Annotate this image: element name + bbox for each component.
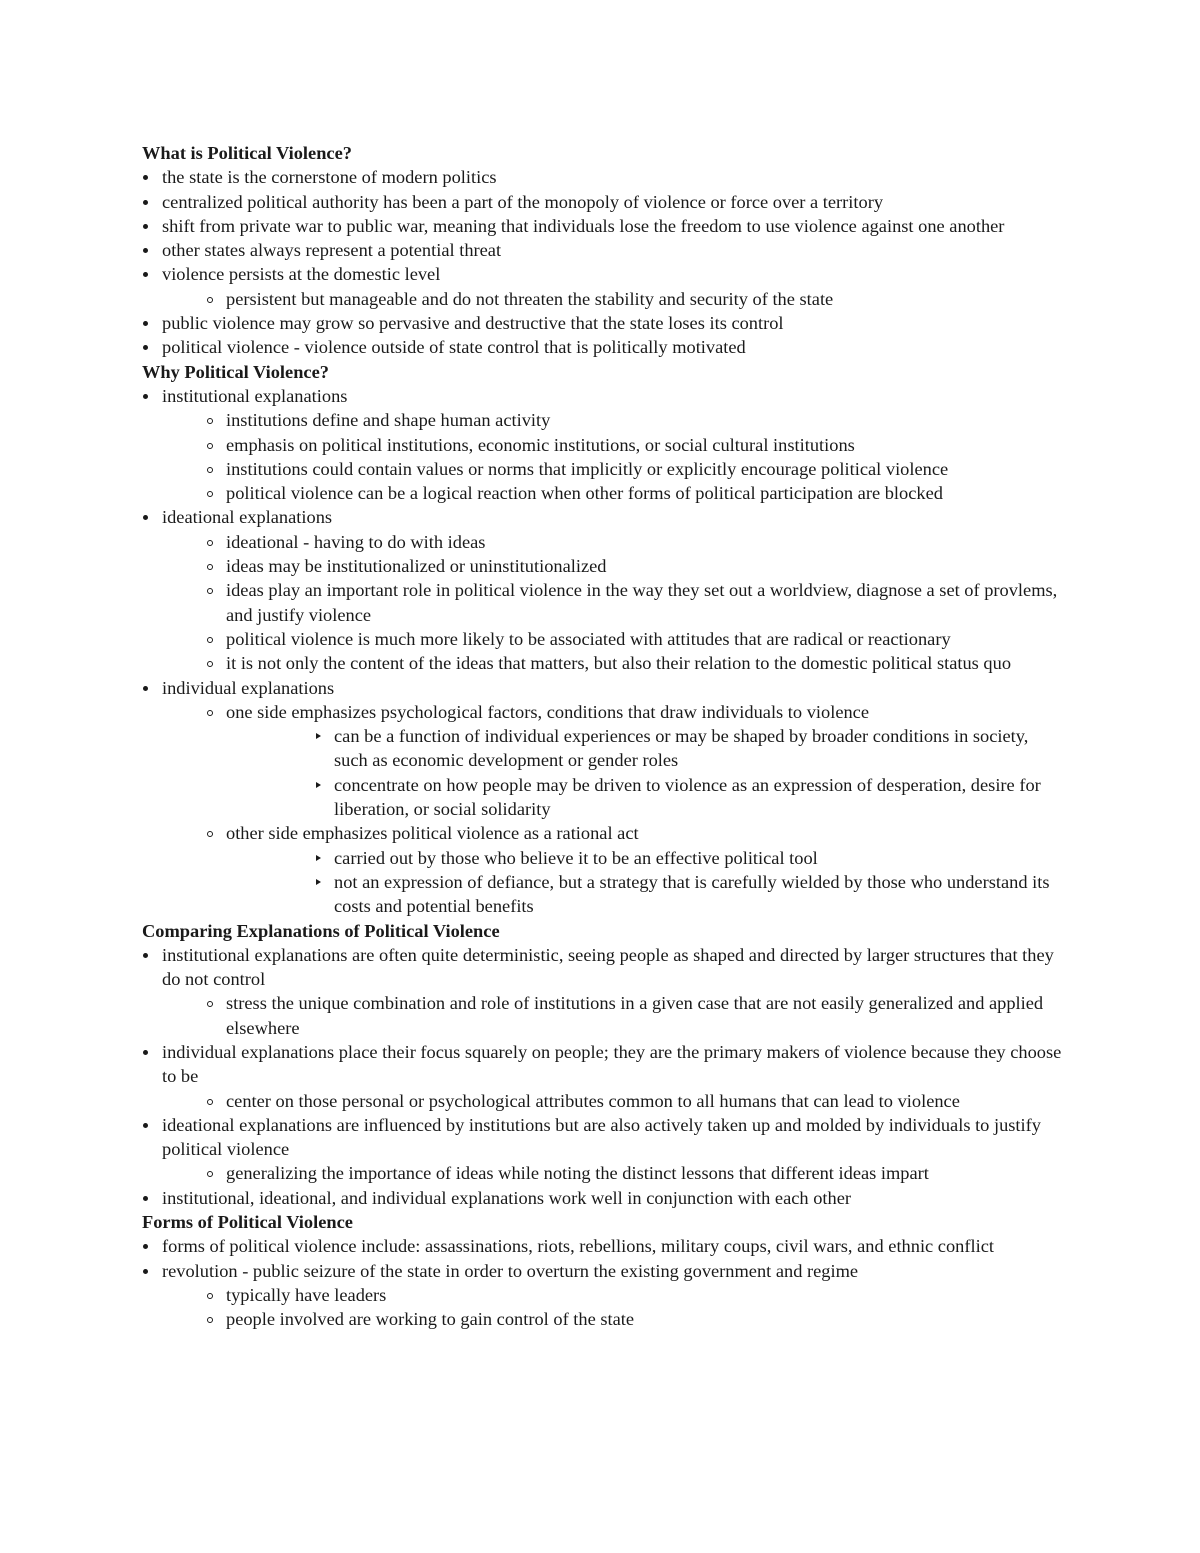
list-item — [162, 408, 1062, 432]
list-item — [142, 505, 1062, 675]
list-item — [162, 481, 1062, 505]
list-item-text: ideational - having to do with ideas — [226, 531, 486, 552]
list-item-text: other states always represent a potential threat — [162, 240, 502, 261]
list-item — [162, 287, 1062, 311]
list-item-text: public violence may grow so pervasive and destructive that the state loses its control — [162, 313, 784, 334]
list-item — [142, 943, 1062, 1040]
list-item — [162, 821, 1062, 918]
list-item-text: institutional, ideational, and individual explanations work well in conjunction with each other — [162, 1187, 851, 1208]
list-item-text: individual explanations — [162, 677, 335, 698]
list-item — [162, 578, 1062, 627]
section — [142, 919, 1062, 1211]
list-item-text: institutional explanations — [162, 385, 348, 406]
bullet-list-level-2 — [162, 530, 1062, 676]
bullet-list-level-2 — [162, 1089, 1062, 1113]
list-item-text: ideational explanations — [162, 507, 333, 528]
list-item — [162, 651, 1062, 675]
list-item-text: center on those personal or psychological attributes common to all humans that can lead to violence — [226, 1090, 960, 1111]
section-heading: What is Political Violence? — [142, 143, 352, 163]
list-item — [226, 724, 1062, 773]
section — [142, 1210, 1062, 1331]
list-item — [142, 1040, 1062, 1113]
list-item — [142, 311, 1062, 335]
list-item-text: people involved are working to gain control of the state — [226, 1309, 635, 1330]
list-item — [162, 627, 1062, 651]
bullet-list-level-1 — [142, 1234, 1062, 1331]
list-item-text: typically have leaders — [226, 1284, 387, 1305]
section — [142, 360, 1062, 919]
list-item — [142, 1259, 1062, 1332]
list-item — [162, 554, 1062, 578]
list-item-text: individual explanations place their focus squarely on people; they are the primary makers of violence because they choose to be — [162, 1041, 1062, 1087]
list-item-text: not an expression of defiance, but a strategy that is carefully wielded by those who understand its costs and potential benefits — [334, 871, 1050, 917]
list-item — [162, 457, 1062, 481]
bullet-list-level-2 — [162, 991, 1062, 1040]
section-heading: Why Political Violence? — [142, 361, 329, 382]
section-heading: Forms of Political Violence — [142, 1212, 353, 1233]
bullet-list-level-1 — [142, 384, 1062, 919]
list-item — [162, 991, 1062, 1040]
bullet-list-level-2 — [162, 408, 1062, 505]
list-item — [226, 870, 1062, 919]
list-item-text: concentrate on how people may be driven to violence as an expression of desperation, desire for liberation, or social solidarity — [334, 774, 1041, 820]
list-item-text: the state is the cornerstone of modern politics — [162, 167, 497, 188]
bullet-list-level-3 — [226, 724, 1062, 821]
list-item-text: institutions define and shape human activity — [226, 410, 551, 431]
list-item-text: violence persists at the domestic level — [162, 264, 441, 285]
list-item-text: other side emphasizes political violence as a rational act — [226, 823, 639, 844]
list-item-text: revolution - public seizure of the state in order to overturn the existing government and regime — [162, 1260, 859, 1281]
list-item-text: one side emphasizes psychological factors, conditions that draw individuals to violence — [226, 701, 869, 722]
list-item-text: centralized political authority has been a part of the monopoly of violence or force over a territory — [162, 191, 884, 212]
list-item — [142, 676, 1062, 919]
list-item — [162, 700, 1062, 821]
document-page — [142, 141, 1062, 1332]
list-item — [142, 165, 1062, 189]
list-item — [142, 238, 1062, 262]
list-item-text: it is not only the content of the ideas that matters, but also their relation to the domestic political status quo — [226, 653, 1012, 674]
bullet-list-level-1 — [142, 943, 1062, 1210]
list-item — [162, 530, 1062, 554]
list-item — [142, 214, 1062, 238]
list-item-text: ideas play an important role in political violence in the way they set out a worldview, diagnose a set of provlems, and justify violence — [226, 580, 1058, 625]
list-item — [226, 773, 1062, 822]
list-item-text: shift from private war to public war, meaning that individuals lose the freedom to use violence against one another — [162, 215, 1005, 236]
list-item — [162, 433, 1062, 457]
list-item-text: emphasis on political institutions, economic institutions, or social cultural institutions — [226, 434, 855, 455]
bullet-list-level-3 — [226, 846, 1062, 919]
list-item-text: institutional explanations are often quite deterministic, seeing people as shaped and directed by larger structures that they do not control — [162, 944, 1054, 990]
list-item-text: stress the unique combination and role of institutions in a given case that are not easily generalized and applied elsewhere — [226, 993, 1044, 1038]
list-item — [142, 190, 1062, 214]
bullet-list-level-2 — [162, 700, 1062, 919]
bullet-list-level-2 — [162, 1161, 1062, 1185]
list-item — [162, 1307, 1062, 1331]
list-item-text: political violence - violence outside of state control that is politically motivated — [162, 337, 746, 358]
list-item — [142, 335, 1062, 359]
section — [142, 141, 1062, 360]
list-item — [142, 262, 1062, 311]
list-item-text: carried out by those who believe it to be an effective political tool — [334, 847, 818, 868]
list-item — [142, 1186, 1062, 1210]
list-item-text: ideational explanations are influenced by institutions but are also actively taken up and molded by individuals to justify political violence — [162, 1114, 1041, 1160]
list-item — [162, 1283, 1062, 1307]
bullet-list-level-1 — [142, 165, 1062, 359]
list-item — [162, 1089, 1062, 1113]
list-item-text: generalizing the importance of ideas while noting the distinct lessons that different ideas impart — [226, 1163, 929, 1184]
list-item — [226, 846, 1062, 870]
list-item — [142, 1234, 1062, 1258]
section-heading: Comparing Explanations of Political Violence — [142, 920, 500, 941]
bullet-list-level-2 — [162, 287, 1062, 311]
list-item-text: political violence can be a logical reaction when other forms of political participation are blocked — [226, 483, 943, 504]
list-item-text: can be a function of individual experiences or may be shaped by broader conditions in society, such as economic development or gender roles — [334, 726, 1029, 771]
list-item — [142, 1113, 1062, 1186]
list-item-text: forms of political violence include: assassinations, riots, rebellions, military coups, civil wars, and ethnic conflict — [162, 1236, 994, 1257]
list-item-text: persistent but manageable and do not threaten the stability and security of the state — [226, 288, 834, 309]
list-item-text: institutions could contain values or norms that implicitly or explicitly encourage political violence — [226, 458, 949, 479]
list-item-text: ideas may be institutionalized or uninstitutionalized — [226, 556, 607, 577]
list-item — [162, 1161, 1062, 1185]
list-item — [142, 384, 1062, 505]
list-item-text: political violence is much more likely to be associated with attitudes that are radical or reactionary — [226, 628, 951, 649]
bullet-list-level-2 — [162, 1283, 1062, 1332]
